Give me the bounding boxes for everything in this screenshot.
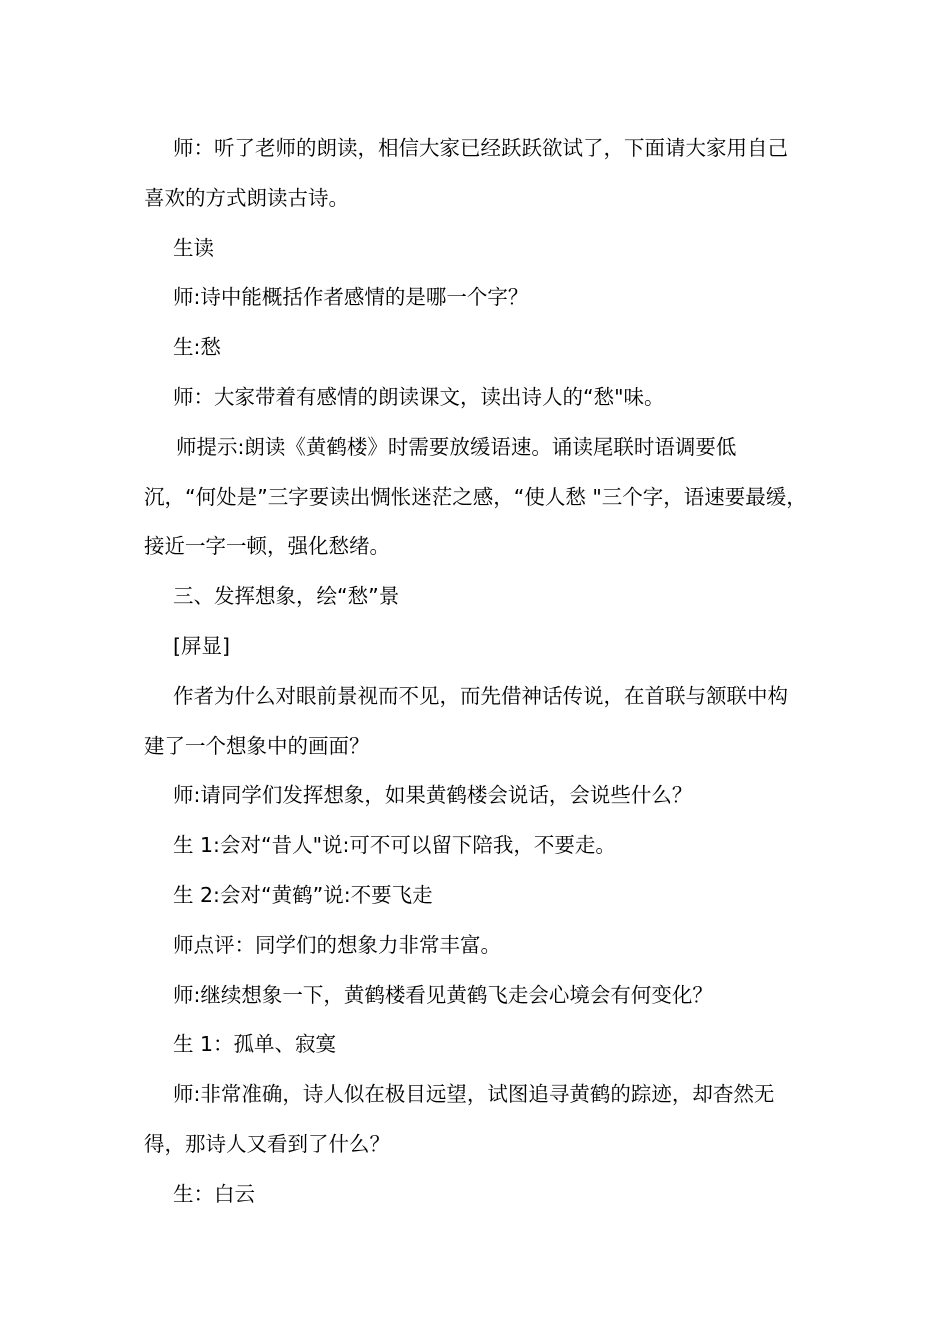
paragraph: 生：白云 <box>173 1181 255 1206</box>
paragraph: 生 1:会对“昔人"说:可不可以留下陪我，不要走。 <box>173 833 616 858</box>
section-heading: 三、发挥想象，绘“愁”景 <box>173 584 400 609</box>
paragraph: 生 2:会对“黄鹤”说:不要飞走 <box>173 882 433 907</box>
paragraph: 作者为什么对眼前景视而不见，而先借神话传说，在首联与颔联中构建了一个想象中的画面？ <box>144 683 788 758</box>
paragraph: 师点评：同学们的想象力非常丰富。 <box>173 932 501 957</box>
paragraph: 生 1：孤单、寂寞 <box>173 1032 337 1057</box>
paragraph: 师：大家带着有感情的朗读课文，读出诗人的“愁"味。 <box>173 384 665 409</box>
paragraph: 生:愁 <box>173 335 221 360</box>
paragraph: 生读 <box>173 235 214 260</box>
paragraph: 师提示:朗读《黄鹤楼》时需要放缓语速。诵读尾联时语调要低沉，“何处是”三字要读出惆怅迷茫之感，“使人愁 "三个字，语速要最缓，接近一字一顿，强化愁绪。 <box>144 434 807 559</box>
paragraph: [屏显] <box>173 633 230 658</box>
document-body <box>144 124 808 1220</box>
paragraph: 师:继续想象一下，黄鹤楼看见黄鹤飞走会心境会有何变化？ <box>173 982 713 1007</box>
paragraph: 师：听了老师的朗读，相信大家已经跃跃欲试了，下面请大家用自己喜欢的方式朗读古诗。 <box>144 136 788 210</box>
paragraph: 师:请同学们发挥想象，如果黄鹤楼会说话，会说些什么？ <box>173 783 693 808</box>
paragraph: 师:非常准确，诗人似在极目远望，试图追寻黄鹤的踪迹，却杳然无得，那诗人又看到了什么？ <box>144 1082 775 1156</box>
paragraph: 师:诗中能概括作者感情的是哪一个字？ <box>173 285 529 310</box>
